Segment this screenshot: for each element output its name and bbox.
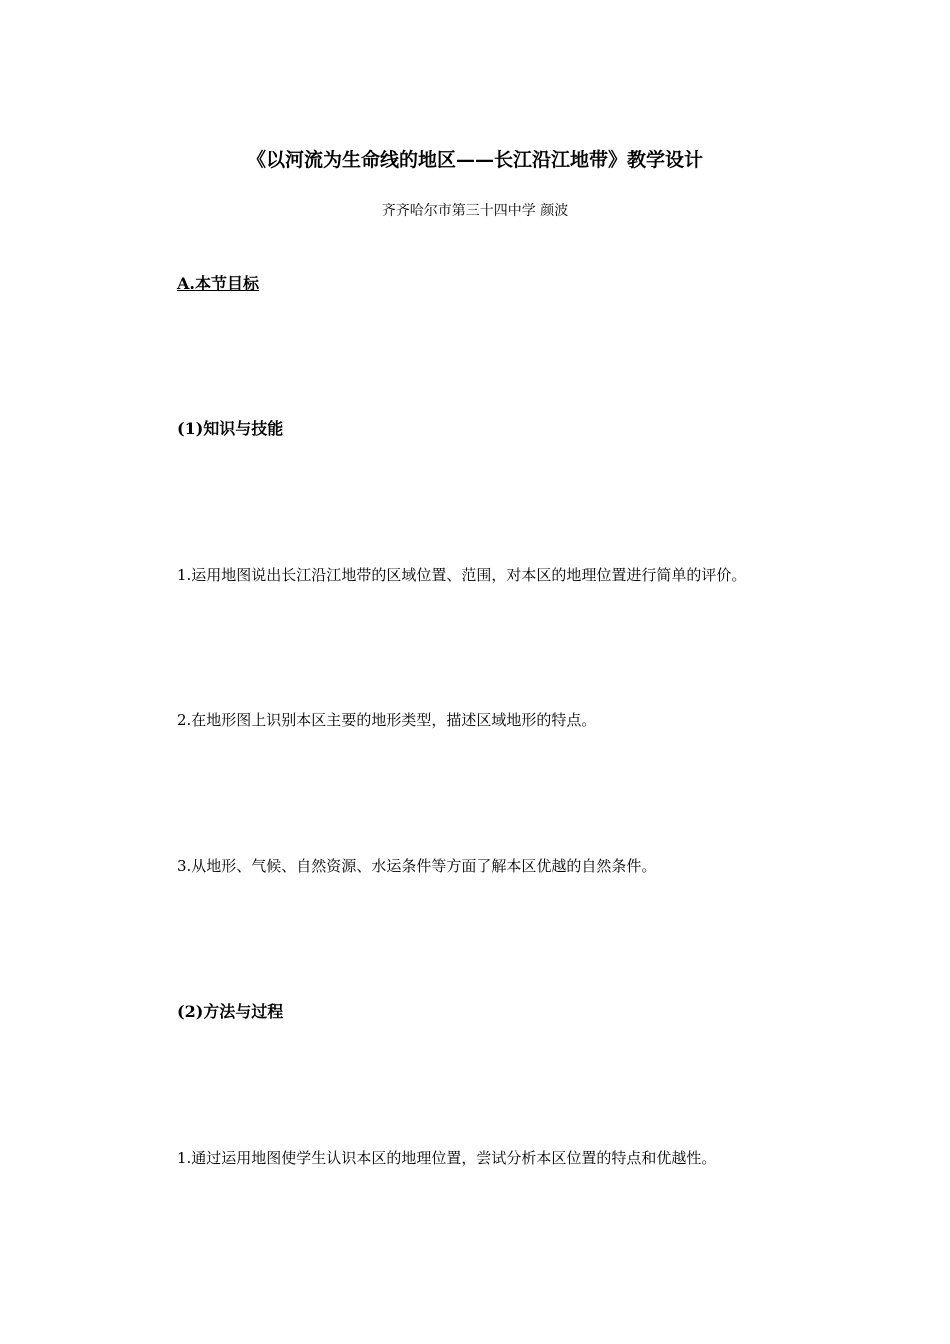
knowledge-item-1: 1.运用地图说出长江沿江地带的区域位置、范围，对本区的地理位置进行简单的评价。	[177, 566, 747, 584]
document-author: 齐齐哈尔市第三十四中学 颜波	[381, 203, 569, 219]
knowledge-item-2: 2.在地形图上识别本区主要的地形类型，描述区域地形的特点。	[177, 711, 597, 729]
document-title: 《以河流为生命线的地区——长江沿江地带》教学设计	[246, 149, 703, 171]
methods-process-heading: (2)方法与过程	[177, 1002, 284, 1021]
knowledge-item-3: 3.从地形、气候、自然资源、水运条件等方面了解本区优越的自然条件。	[177, 857, 657, 875]
methods-item-1: 1.通过运用地图使学生认识本区的地理位置，尝试分析本区位置的特点和优越性。	[177, 1149, 717, 1167]
section-a-heading: A.本节目标	[177, 274, 259, 293]
knowledge-skills-heading: (1)知识与技能	[177, 419, 284, 438]
